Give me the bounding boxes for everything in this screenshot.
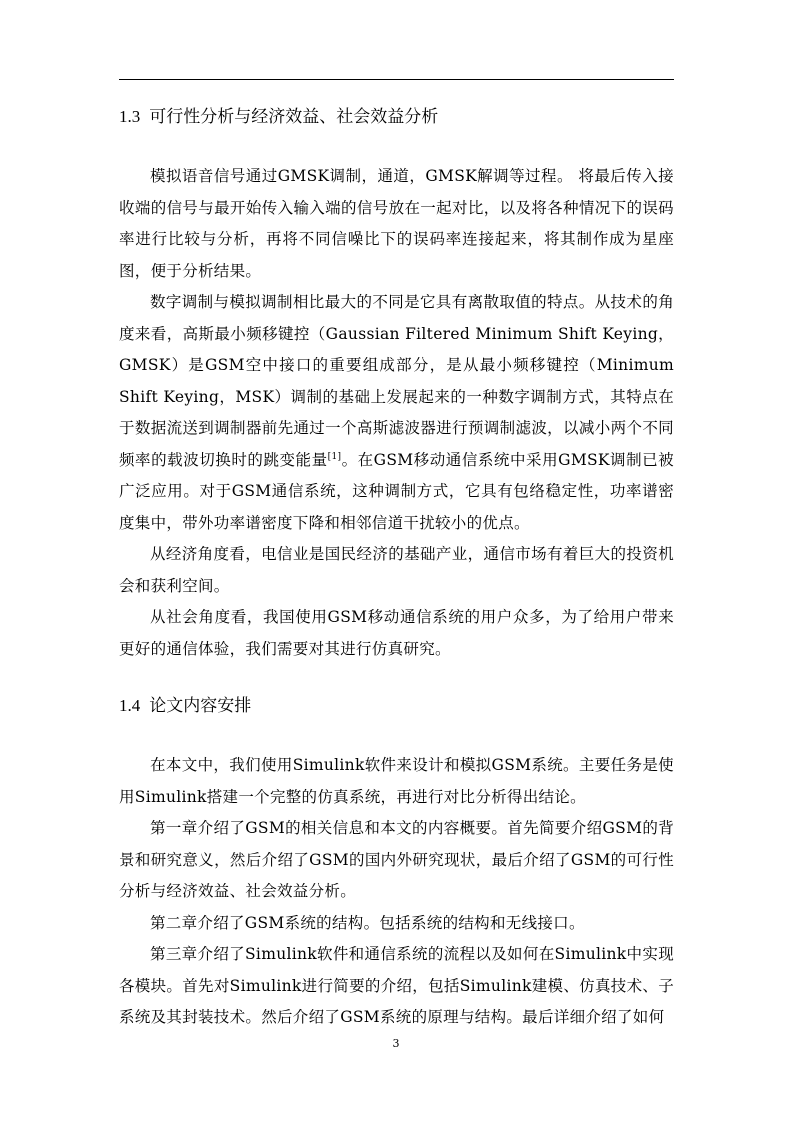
page-number: 3 bbox=[392, 1037, 400, 1050]
citation: [1] bbox=[327, 451, 342, 462]
paragraph: 第三章介绍了Simulink软件和通信系统的流程以及如何在Simulink中实现各模块。首先对Simulink进行简要的介绍，包括Simulink建模、仿真技术、子系统及其封装技术。然后介绍了GSM系统的原理与结构。最后详细介绍了如何 bbox=[119, 945, 674, 1026]
paragraph: 第二章介绍了GSM系统的结构。包括系统的结构和无线接口。 bbox=[150, 913, 585, 932]
paragraph: 从经济角度看，电信业是国民经济的基础产业，通信市场有着巨大的投资机会和获利空间。 bbox=[119, 545, 674, 595]
paragraph: 从社会角度看，我国使用GSM移动通信系统的用户众多，为了给用户带来更好的通信体验，我们需要对其进行仿真研究。 bbox=[119, 608, 674, 658]
paragraph: 模拟语音信号通过GMSK调制，通道，GMSK解调等过程。 将最后传入接收端的信号与最开始传入输入端的信号放在一起对比，以及将各种情况下的误码率进行比较与分析，再将不同信噪比下的误码率连接起来，将其制作成为星座图，便于分析结果。 bbox=[119, 167, 674, 280]
page-content bbox=[119, 100, 674, 1034]
header-rule bbox=[119, 79, 674, 80]
section-title: 论文内容安排 bbox=[149, 696, 252, 716]
section-heading-1-3 bbox=[119, 100, 674, 134]
paragraph: 第一章介绍了GSM的相关信息和本文的内容概要。首先简要介绍GSM的背景和研究意义，然后介绍了GSM的国内外研究现状，最后介绍了GSM的可行性分析与经济效益、社会效益分析。 bbox=[119, 819, 674, 900]
paragraph-text: 。在GSM移动通信系统中采用GMSK调制已被广泛应用。对于GSM通信系统，这种调制方式，它具有包络稳定性，功率谱密度集中，带外功率谱密度下降和相邻信道干扰较小的优点。 bbox=[119, 450, 674, 532]
section-title: 可行性分析与经济效益、社会效益分析 bbox=[149, 107, 439, 127]
section-number: 1.3 bbox=[119, 107, 141, 126]
paragraph-text: 数字调制与模拟调制相比最大的不同是它具有离散取值的特点。从技术的角度来看，高斯最小频移键控（Gaussian Filtered Minimum Shift Keying，GMSK）是GSM空中接口的重要组成部分，是从最小频移键控（Minimum Shift Keying，MSK）调制的基础上发展起来的一种数字调制方式，其特点在于数据流送到调制器前先通过一个高斯滤波器进行预调制滤波，以减小两个不同频率的载波切换时的跳变能量 bbox=[119, 293, 674, 469]
section-heading-1-4 bbox=[119, 689, 674, 723]
section-body-1-4 bbox=[119, 750, 674, 1034]
section-number: 1.4 bbox=[119, 696, 141, 715]
paragraph: 在本文中，我们使用Simulink软件来设计和模拟GSM系统。主要任务是使用Simulink搭建一个完整的仿真系统，再进行对比分析得出结论。 bbox=[119, 756, 674, 806]
paragraph bbox=[119, 287, 674, 539]
section-body-1-3 bbox=[119, 161, 674, 665]
